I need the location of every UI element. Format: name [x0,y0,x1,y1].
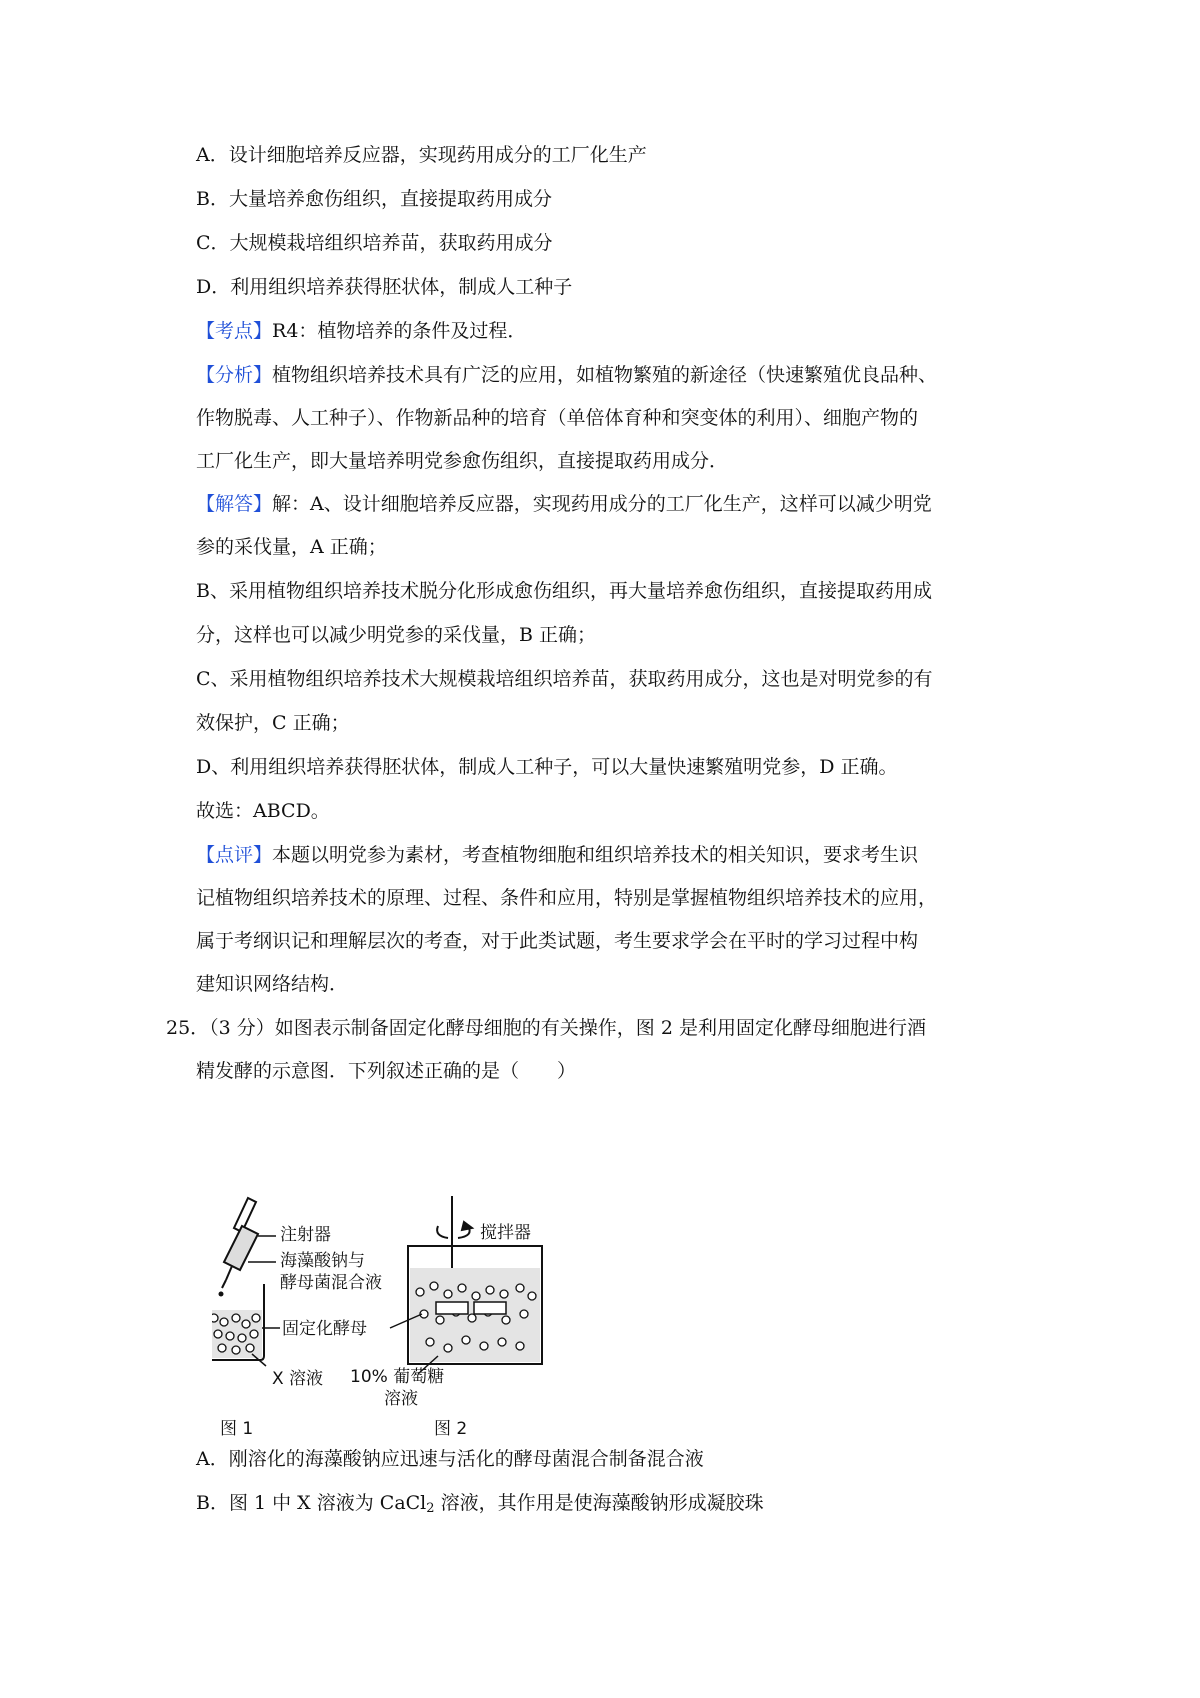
label-fig1: 图 1 [220,1419,254,1439]
kaodian-tag: 【考点】 [196,320,273,342]
q25-option-b-after: 溶液，其作用是使海藻酸钠形成凝胶珠 [434,1492,764,1514]
dianping-text: 本题以明党参为素材，考查植物细胞和组织培养技术的相关知识，要求考生识 [272,844,919,866]
label-x-solution: X 溶液 [272,1369,324,1389]
jieda-line-3: B、采用植物组织培养技术脱分化形成愈伤组织，再大量培养愈伤组织，直接提取药用成 [196,580,932,602]
kaodian-line [196,322,526,341]
label-mix-1: 海藻酸钠与 [280,1251,365,1271]
fenxi-line-2: 作物脱毒、人工种子）、作物新品种的培育（单倍体育种和突变体的利用）、细胞产物的 [196,407,919,429]
dianping-line-1 [196,846,918,865]
q25-figure [212,1196,572,1444]
jieda-line-8: 故选：ABCD。 [196,800,330,822]
dianping-line-4: 建知识网络结构． [196,973,349,995]
label-stirrer: 搅拌器 [480,1223,531,1243]
option-b: B．大量培养愈伤组织，直接提取药用成分 [196,188,552,210]
droplet-icon [219,1292,224,1297]
label-glucose-2: 溶液 [384,1389,418,1409]
dianping-line-2: 记植物组织培养技术的原理、过程、条件和应用，特别是掌握植物组织培养技术的应用， [196,887,938,909]
jieda-line-1 [196,495,932,514]
fenxi-line-1 [196,366,937,385]
jieda-line-4: 分，这样也可以减少明党参的采伐量，B 正确； [196,624,597,646]
q25-option-b-sub: 2 [426,1501,435,1516]
jieda-line-5: C、采用植物组织培养技术大规模栽培组织培养苗，获取药用成分，这也是对明党参的有 [196,668,933,690]
label-fig2: 图 2 [434,1419,468,1439]
fermentation-diagram [212,1196,572,1444]
kaodian-text: R4：植物培养的条件及过程． [272,320,527,342]
label-glucose-1: 10% 葡萄糖 [350,1367,445,1387]
jieda-line-6: 效保护，C 正确； [196,712,350,734]
q25-option-b [196,1494,764,1515]
dianping-tag: 【点评】 [196,844,273,866]
q25-stem-line-2: 精发酵的示意图．下列叙述正确的是（ ） [196,1060,577,1082]
fenxi-text: 植物组织培养技术具有广泛的应用，如植物繁殖的新途径（快速繁殖优良品种、 [272,364,938,386]
jieda-line-7: D、利用组织培养获得胚状体，制成人工种子，可以大量快速繁殖明党参，D 正确。 [196,756,898,778]
beaker-1 [212,1284,280,1366]
q25-stem-line-1: 25．（3 分）如图表示制备固定化酵母细胞的有关操作，图 2 是利用固定化酵母细胞进行酒 [166,1017,926,1039]
jieda-text: 解：A、设计细胞培养反应器，实现药用成分的工厂化生产，这样可以减少明党 [272,493,932,515]
dianping-line-3: 属于考纲识记和理解层次的考查，对于此类试题，考生要求学会在平时的学习过程中构 [196,930,919,952]
fermentation-vessel [390,1246,542,1374]
fenxi-line-3: 工厂化生产，即大量培养明党参愈伤组织，直接提取药用成分． [196,450,729,472]
label-mix-2: 酵母菌混合液 [280,1273,382,1293]
option-d: D．利用组织培养获得胚状体，制成人工种子 [196,276,573,298]
label-syringe: 注射器 [280,1225,331,1245]
option-a: A．设计细胞培养反应器，实现药用成分的工厂化生产 [196,144,647,166]
label-immobilized: 固定化酵母 [282,1319,367,1339]
q25-option-b-before: B．图 1 中 X 溶液为 CaCl [196,1492,427,1514]
fenxi-tag: 【分析】 [196,364,273,386]
jieda-line-2: 参的采伐量，A 正确； [196,536,387,558]
option-c: C．大规模栽培组织培养苗，获取药用成分 [196,232,553,254]
syringe-icon [222,1198,258,1288]
jieda-tag: 【解答】 [196,493,273,515]
q25-option-a: A．刚溶化的海藻酸钠应迅速与活化的酵母菌混合制备混合液 [196,1448,704,1470]
